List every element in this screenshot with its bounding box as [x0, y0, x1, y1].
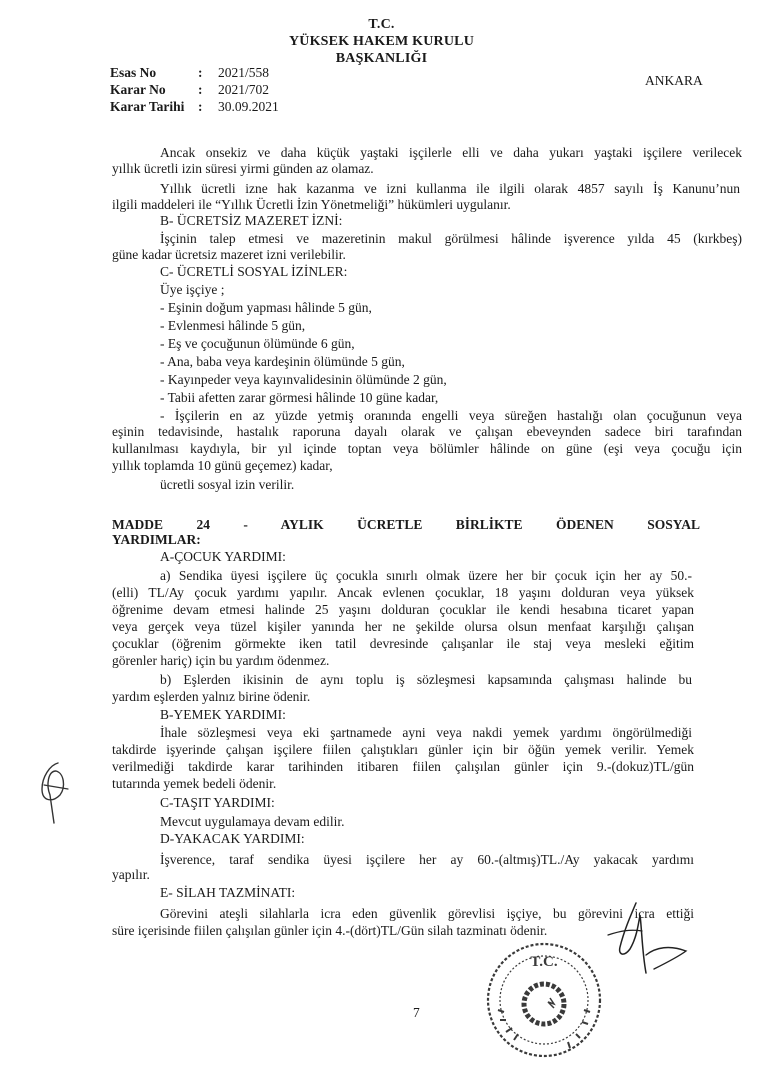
official-seal — [484, 940, 604, 1060]
city-label: ANKARA — [645, 73, 703, 88]
list-item: - Eş ve çocuğunun ölümünde 6 gün, — [160, 336, 355, 351]
list-item: - İşçilerin en az yüzde yetmiş oranında engelli veya süreğen hastalığı olan çocuğunun veya — [160, 408, 742, 423]
seal-text: T.C. — [530, 954, 558, 970]
meta-colon: : — [198, 82, 203, 97]
meta-colon: : — [198, 99, 203, 114]
section-heading-e: E- SİLAH TAZMİNATI: — [160, 885, 296, 900]
text-line: Mevcut uygulamaya devam edilir. — [160, 814, 345, 829]
text-line: çocuklar (öğrenim görmekte iken tatil devresinde çalışanlar ile staj veya mesleki eğitim — [112, 636, 694, 651]
text-line: (elli) TL/Ay çocuk yardımı yapılır. Ancak evlenen çocuklar, 18 yaşını dolduran veya yüksek — [112, 585, 694, 600]
text-line: takdirde işyerinde çalışan işçilere fiilen çalıştıkları günler için bir öğün yemek verilir. Yemek — [112, 742, 694, 757]
text-line: kullanılması kaydıyla, bir yıl içinde toptan veya bölümler hâlinde on güne (eşi veya çocuğu için — [112, 441, 742, 456]
text-line: verilmediği takdirde karar tarihinden itibaren fiilen çalışılan günler için 9.-(dokuz)TL/gün — [112, 759, 694, 774]
section-heading-b: B- ÜCRETSİZ MAZERET İZNİ: — [160, 213, 343, 228]
margin-initial-signature — [28, 755, 78, 830]
article-heading: MADDE 24 - AYLIK ÜCRETLE BİRLİKTE ÖDENEN SOSYAL — [112, 517, 700, 532]
text-line: eşinin tedavisinde, hastalık raporuna dayalı olarak ve çalışan ebeveynden sadece biri tarafından — [112, 424, 742, 439]
header-institution: YÜKSEK HAKEM KURULU — [288, 34, 475, 49]
text-line: güne kadar ücretsiz mazeret izni verilebilir. — [112, 247, 346, 262]
section-heading-c-tasit: C-TAŞIT YARDIMI: — [160, 795, 275, 810]
meta-value: 2021/702 — [218, 82, 270, 97]
list-item: - Ana, baba veya kardeşinin ölümünde 5 gün, — [160, 354, 405, 369]
text-line: tutarında yemek bedeli ödenir. — [112, 776, 277, 791]
text-line: veya gerçek veya tüzel kişiler yanında her ne şekilde olursa olsun menfaat karşılığı çalışan — [112, 619, 694, 634]
list-item: - Tabii afetten zarar görmesi hâlinde 10 güne kadar, — [160, 390, 439, 405]
list-item: - Evlenmesi hâlinde 5 gün, — [160, 318, 306, 333]
meta-key: Karar No — [110, 82, 166, 97]
meta-key: Karar Tarihi — [110, 99, 185, 114]
text-line: yapılır. — [112, 867, 150, 882]
text-line: ücretli sosyal izin verilir. — [160, 477, 295, 492]
text-line: süre içerisinde fiilen çalışılan günler için 4.-(dört)TL/Gün silah tazminatı ödenir. — [112, 923, 548, 938]
header-presidency: BAŞKANLIĞI — [335, 51, 428, 66]
text-line: yardım eşlerden yalnız birine ödenir. — [112, 689, 311, 704]
text-line: yıllık toplamda 10 günü geçemez) kadar, — [112, 458, 333, 473]
text-line: görenler hariç) için bu yardım ödenmez. — [112, 653, 330, 668]
article-heading-cont: YARDIMLAR: — [112, 532, 201, 547]
section-heading-c: C- ÜCRETLİ SOSYAL İZİNLER: — [160, 264, 348, 279]
section-heading-d: D-YAKACAK YARDIMI: — [160, 831, 305, 846]
signature — [590, 895, 700, 985]
text-line: İşçinin talep etmesi ve mazeretinin makul görülmesi hâlinde işverence yılda 45 (kırkbeş) — [160, 231, 742, 246]
case-meta — [110, 64, 279, 115]
section-heading-b-yemek: B-YEMEK YARDIMI: — [160, 707, 286, 722]
list-item: - Kayınpeder veya kayınvalidesinin ölümünde 2 gün, — [160, 372, 447, 387]
meta-colon: : — [198, 65, 203, 80]
meta-row-karar — [110, 81, 279, 98]
meta-value: 2021/558 — [218, 65, 270, 80]
text-line: ilgili maddeleri ile “Yıllık Ücretli İzin Yönetmeliği” hükümleri uygulanır. — [112, 197, 511, 212]
text-line: İşverence, taraf sendika üyesi işçilere her ay 60.-(altmış)TL./Ay yakacak yardımı — [160, 852, 694, 867]
text-line: Üye işçiye ; — [160, 282, 225, 297]
text-line: Ancak onsekiz ve daha küçük yaştaki işçilerle elli ve daha yukarı yaştaki işçilere verilecek — [160, 145, 742, 160]
page-number: 7 — [413, 1005, 420, 1020]
meta-value: 30.09.2021 — [218, 99, 279, 114]
meta-row-karar-tarihi — [110, 98, 279, 115]
list-item: - Eşinin doğum yapması hâlinde 5 gün, — [160, 300, 372, 315]
text-line: a) Sendika üyesi işçilere üç çocukla sınırlı olmak üzere her bir çocuk için her ay 50.- — [160, 568, 692, 583]
text-line: b) Eşlerden ikisinin de aynı toplu iş sözleşmesi kapsamında çalışması halinde bu — [160, 672, 692, 687]
text-line: yıllık ücretli izin süresi yirmi günden az olamaz. — [112, 161, 374, 176]
text-line: Yıllık ücretli izne hak kazanma ve izni kullanma ile ilgili olarak 4857 sayılı İş Kanunu’nun — [160, 181, 740, 196]
meta-key: Esas No — [110, 65, 157, 80]
section-heading-a: A-ÇOCUK YARDIMI: — [160, 549, 286, 564]
text-line: Görevini ateşli silahlarla icra eden güvenlik görevlisi işçiye, bu görevini icra ettiği — [160, 906, 694, 921]
header-tc: T.C. — [368, 17, 395, 32]
meta-row-esas — [110, 64, 279, 81]
text-line: İhale sözleşmesi veya eki şartnamede ayni veya nakdi yemek yardımı öngörülmediği — [160, 725, 692, 740]
text-line: öğrenime devam etmesi halinde 25 yaşını dolduran çocuklar ile kendi hesabına ticaret yapan — [112, 602, 694, 617]
